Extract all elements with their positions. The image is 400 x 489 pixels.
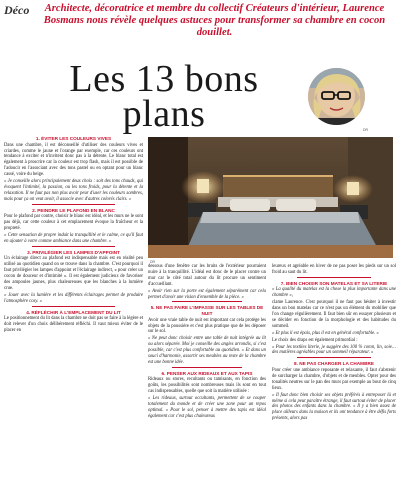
divider bbox=[32, 246, 115, 247]
title-line-2: plans bbox=[122, 93, 206, 135]
quote-tip-5: « Ne peut donc choisir entre une table de nuit intégrée au lit ou alors séparée. Moi je conseille des angles arrondis, si c'est possible, car c'est plus confortable au quotidien. » Et dans un souci d'harmonie, assortir ses meubles au reste de la chambre est une bonne idée. bbox=[148, 336, 266, 365]
quote-tip-7b: « Et plus il est épais, plus il est en général confortable. » bbox=[272, 330, 379, 336]
quote-tip-8: « Il faut donc bien choisir ses objets préférés à entreposer là et même si cela peut paraître étrange, il faut surtout éviter de placer des photos des enfants dans la chambre. » Il y a bien assez de place ailleurs dans la maison et ils ont tendance à être défis forts présents, alors pas bbox=[272, 392, 396, 422]
text-tip-5: Avoir une vraie table de nuit est important car cela protège les objets de la poussière et c'est plus pratique que de les déposer sur le sol. bbox=[148, 317, 266, 335]
article-deck: Architecte, décoratrice et membre du collectif Créateurs d'intérieur, Laurence Bosmans nous révèle quelques astuces pour transformer sa chambre en cocon douillet. bbox=[43, 3, 386, 39]
heading-tip-1: 1. ÉVITER LES COULEURS VIVES bbox=[35, 136, 112, 141]
text-tip-4-cont: dessous d'une fenêtre car les bruits de l'extérieur pourraient nuire à la tranquillité. L'idéal est donc de le placer contre un mur car le côté total autour du lit procure un sentiment d'accueillant. bbox=[148, 264, 266, 287]
bedroom-image bbox=[148, 137, 393, 258]
divider bbox=[297, 277, 371, 278]
text-tip-7b: Le choix des draps est également primordial : bbox=[272, 337, 358, 343]
text-tip-3: Un éclairage direct au plafond est indispensable mais est en réalité peu utilisé au quotidien quand on se trouve dans la chambre. C'est pourquoi il faut privilégier les lampes d'appoint et l'éclairage indirect, « pour créer un cocon de douceur et d'intimité ». Il est également judicieux de favoriser des ampoules jaunes, plus chaleureuses que les blanches à la lumière crue. bbox=[4, 256, 143, 291]
column-3 bbox=[272, 264, 396, 423]
divider bbox=[172, 301, 243, 302]
section-label: Déco bbox=[4, 3, 30, 17]
divider bbox=[297, 357, 371, 358]
portrait-image bbox=[308, 68, 365, 125]
heading-tip-4: 4. RÉFLÉCHIR À L'EMPLACEMENT DU LIT bbox=[26, 309, 121, 315]
quote-tip-3: « Jouer avec la lumière et les différents éclairages permet de produire l'atmosphère cosy. » bbox=[4, 292, 143, 304]
quote-tip-1: « Je conseille alors principalement deux choix : soit des tons chauds, qui évoquent l'intimité, la passion, ou les tons froids, pour la détente et la relaxation. Il ne faut pas non plus avoir peur d'user les couleurs sombres, mais pour ça on veut avoir, il associe avec d'autres colorés clairs. » bbox=[4, 179, 143, 202]
divider bbox=[172, 367, 243, 368]
column-2 bbox=[148, 264, 266, 421]
article-title bbox=[30, 58, 298, 135]
heading-tip-2: 2. PEINDRE LE PLAFOND EN BLANC bbox=[32, 207, 115, 213]
photo-credit: DR bbox=[150, 260, 156, 264]
text-tip-7: clame Laurence. C'est pourquoi il ne faut pas hésiter à investir dans un bon matelas car ce n'est pas un élément du mobilier que l'on change régulièrement. Il faut bien sûr en essayer plusieurs et se décider en fonction de la morphologie et des habitudes du sommeil. bbox=[272, 300, 396, 329]
quote-tip-6: « Les rideaux, surtout occultants, permettent de se couper totalement du monde et de créer une zone pour un repos optimal. » Pour le sol, penser à mettre des tapis est idéal également car c'est plus chaleureux bbox=[148, 396, 266, 419]
heading-tip-8: 8. NE PAS CHARGER LA CHAMBRE bbox=[294, 361, 374, 367]
quote-tip-7: « La qualité du matelas est la chose la plus importante dans une chambre », bbox=[272, 287, 396, 299]
column-1 bbox=[4, 136, 143, 335]
bedroom-photo bbox=[148, 137, 393, 258]
author-portrait bbox=[308, 68, 365, 125]
text-tip-6: Rideaux ou stores, recultants ou tamisants, en fonction des goûts, les possibilités sont nombreuses mais ils sont en tout cas indispensables, quelle que soit la matière utilisée : bbox=[148, 377, 266, 395]
heading-tip-3: 3. PRIVILÉGIER LES LAMPES D'APPOINT bbox=[27, 249, 120, 255]
text-tip-4: Le positionnement du lit dans la chambre ne doit pas se faire à la légère et doit relever d'un choix délibérement réfléchi. Il vaut mieux éviter de le placer en bbox=[4, 316, 143, 334]
divider bbox=[32, 306, 115, 307]
title-line-1: Les 13 bons bbox=[69, 58, 259, 100]
heading-tip-5: 5. NE PAS FAIRE L'IMPASSE SUR LES TABLES DE NUIT bbox=[150, 305, 264, 317]
divider bbox=[32, 204, 115, 205]
heading-tip-7: 7. BIEN CHOISIR SON MATELAS ET SA LITERIE bbox=[280, 280, 388, 286]
portrait-credit: DR bbox=[363, 128, 369, 132]
text-tip-2: Pour le plafond par contre, choisir le blanc est idéal, et les murs ne le sont pas déjà, car cette couleur à cet emplacement évoque la fraîcheur et la propreté. bbox=[4, 214, 143, 232]
quote-tip-2: « Cette sensation de propre induit la tranquillité et le calme, ce qu'il faut en ajouter à votre comme ambiance dans une chambre. » bbox=[4, 232, 143, 244]
text-tip-1: Dans une chambre, il est déconseillé d'utiliser des couleurs vives et criardes, comme le jaune et l'orange par exemple, car ces couleurs ont tendance à exciter et n'invitent donc pas à la détente. Le blanc total est également à proscrire car la couleur est trop flash, mais il est possible de l'adoucir en l'associant avec des tons pastel ou en optant pour un blanc cassé, voire du beige. bbox=[4, 142, 143, 178]
quote-tip-7c: « Pour les textiles literie, je suggère des 100 % coton, lin, soie… des matières agréables pour un sommeil réparateur. » bbox=[272, 344, 396, 356]
text-tip-6-cont: leureux et agréable en hiver de ne pas poser les pieds sur un sol froid au saut du lit. bbox=[272, 264, 396, 275]
heading-tip-6: 6. PENSER AUX RIDEAUX ET AUX TAPIS bbox=[161, 370, 253, 376]
quote-tip-4: « Avoir rien sur la porte est également séparément car cela permet d'avoir une vision d'ensemble de la pièce. » bbox=[148, 288, 266, 300]
text-tip-8: Pour créer une ambiance reposante et relaxante, il faut s'abstenir de surcharger la chambre, d'objets et de meubles. Opter pour des tonalités neutres sur le pan des murs par exemple au bout de cinq lieux. bbox=[272, 367, 396, 391]
